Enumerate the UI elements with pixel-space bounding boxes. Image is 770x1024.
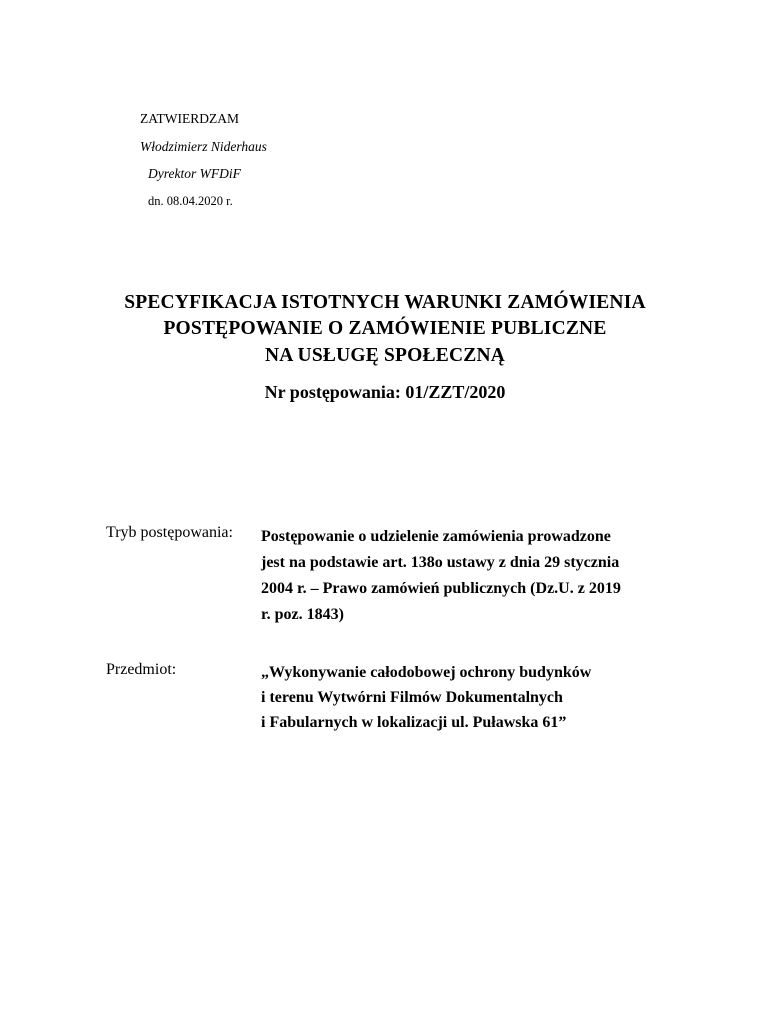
approval-name: Włodzimierz Niderhaus [140,138,267,154]
field-tryb-value [261,524,706,628]
field-przedmiot-value-line: i terenu Wytwórni Filmów Dokumentalnych [261,688,563,706]
document-title [0,290,770,369]
field-tryb-value-line: r. poz. 1843) [261,605,344,623]
field-przedmiot-value-line: i Fabularnych w lokalizacji ul. Puławska 61” [261,713,567,731]
approval-date: dn. 08.04.2020 r. [148,193,233,208]
approval-role: Dyrektor WFDiF [148,166,241,181]
field-przedmiot [106,661,706,736]
field-przedmiot-value [261,661,706,736]
field-przedmiot-label: Przedmiot: [106,661,177,678]
field-tryb-postepowania [106,524,706,628]
field-przedmiot-value-line: „Wykonywanie całodobowej ochrony budynków [261,664,592,681]
approval-block [140,112,440,221]
title-line-3: NA USŁUGĘ SPOŁECZNĄ [264,344,506,366]
title-line-1: SPECYFIKACJA ISTOTNYCH WARUNKI ZAMÓWIENIA [124,292,646,313]
field-tryb-value-line: jest na podstawie art. 138o ustawy z dnia 29 stycznia [261,553,620,571]
procedure-number: Nr postępowania: 01/ZZT/2020 [264,382,506,402]
field-tryb-value-line: 2004 r. – Prawo zamówień publicznych (Dz.U. z 2019 [261,579,621,597]
field-tryb-value-line: Postępowanie o udzielenie zamówienia prowadzone [261,528,611,545]
approval-heading: ZATWIERDZAM [140,111,239,126]
title-line-2: POSTĘPOWANIE O ZAMÓWIENIE PUBLICZNE [163,318,607,340]
field-tryb-label: Tryb postępowania: [106,524,233,541]
